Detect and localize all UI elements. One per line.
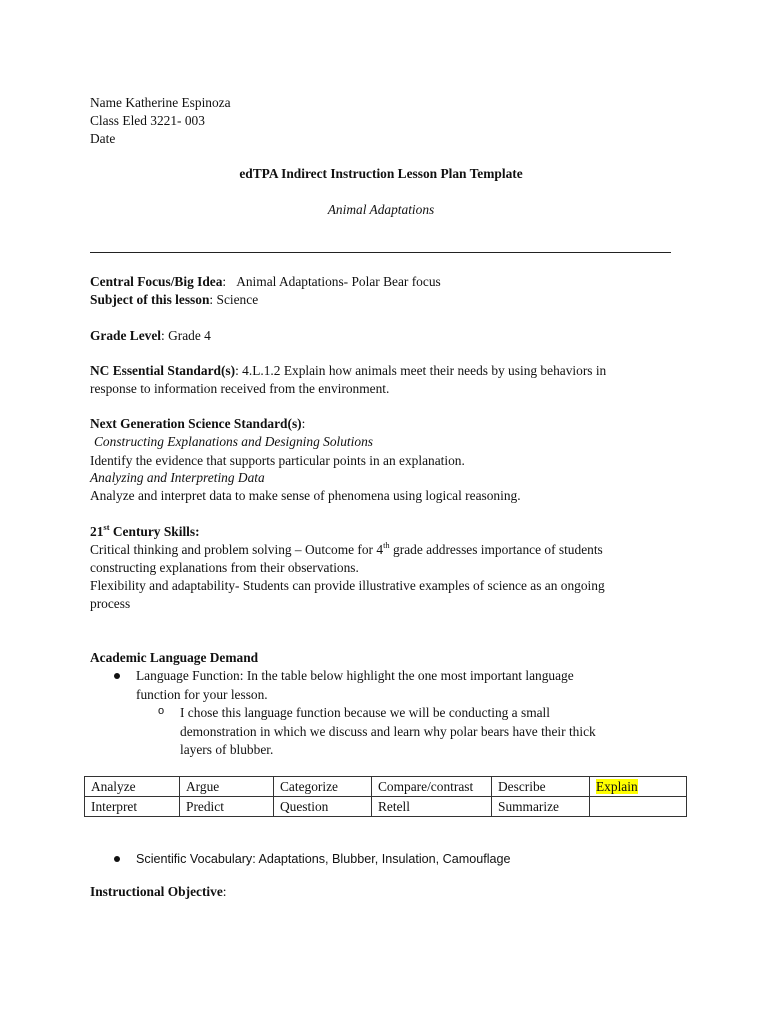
table-cell: Argue (180, 777, 274, 797)
table-cell: Predict (180, 797, 274, 817)
document-subtitle: Animal Adaptations (327, 202, 435, 217)
subject-line: Subject of this lesson: Science (90, 292, 259, 307)
grade-value: Grade 4 (168, 328, 211, 343)
name-value: Katherine Espinoza (125, 95, 231, 110)
central-focus-line: Central Focus/Big Idea: Animal Adaptations- Polar Bear focus (90, 274, 441, 289)
subject-value: Science (216, 292, 259, 307)
class-line (90, 112, 205, 130)
nc-standard-text1: 4.L.1.2 Explain how animals meet their needs by using behaviors in (242, 363, 607, 378)
ngss-item2-heading: Analyzing and Interpreting Data (90, 470, 265, 485)
class-value: Eled 3221- 003 (122, 113, 205, 128)
highlighted-function: Explain (596, 779, 638, 794)
century-skills-line1-sup: th (383, 539, 390, 550)
table-row (85, 797, 687, 817)
nc-standard-label: NC Essential Standard(s) (90, 363, 236, 378)
document-title: edTPA Indirect Instruction Lesson Plan Template (239, 166, 523, 181)
central-focus-value: Animal Adaptations- Polar Bear focus (236, 274, 441, 289)
table-cell: Analyze (85, 777, 180, 797)
ngss-item2-text: Analyze and interpret data to make sense of phenomena using logical reasoning. (90, 488, 521, 503)
subject-label: Subject of this lesson (90, 292, 210, 307)
academic-language-heading: Academic Language Demand (90, 650, 259, 665)
nc-standard-text2: response to information received from the environment. (90, 381, 390, 396)
scientific-vocabulary: Scientific Vocabulary: Adaptations, Blubber, Insulation, Camouflage (136, 852, 511, 866)
ngss-item1-heading: Constructing Explanations and Designing Solutions (94, 434, 373, 449)
class-label: Class (90, 113, 120, 128)
date-line (90, 130, 115, 148)
century-skills-sup: st (103, 521, 110, 532)
century-skills-heading (90, 523, 200, 541)
ngss-item1-text: Identify the evidence that supports particular points in an explanation. (90, 453, 465, 468)
table-cell: Compare/contrast (372, 777, 492, 797)
bullet-icon (114, 856, 120, 862)
bullet-icon (114, 673, 120, 679)
sub-bullet-icon: o (158, 705, 165, 717)
table-row (85, 777, 687, 797)
century-skills-num: 21 (90, 524, 104, 539)
ngss-heading: Next Generation Science Standard(s): (90, 416, 306, 431)
table-cell: Interpret (85, 797, 180, 817)
language-function-table (84, 776, 687, 817)
grade-line: Grade Level: Grade 4 (90, 328, 211, 343)
ngss-label: Next Generation Science Standard(s) (90, 416, 302, 431)
table-cell: Question (274, 797, 372, 817)
table-cell-highlighted (590, 777, 687, 797)
nc-standard-line1: NC Essential Standard(s): 4.L.1.2 Explain how animals meet their needs by using behaviors in (90, 363, 607, 378)
table-cell: Categorize (274, 777, 372, 797)
table-cell (590, 797, 687, 817)
century-skills-line3: Flexibility and adaptability- Students can provide illustrative examples of science as an ongoing (90, 578, 605, 593)
date-label: Date (90, 131, 116, 146)
rationale-line2: demonstration in which we discuss and learn why polar bears have their thick (180, 724, 596, 739)
name-line (90, 94, 231, 112)
table-cell: Describe (492, 777, 590, 797)
rationale-line3: layers of blubber. (180, 742, 274, 757)
horizontal-rule (90, 252, 671, 253)
table-cell: Summarize (492, 797, 590, 817)
table-cell: Retell (372, 797, 492, 817)
century-skills-line1-b: grade addresses importance of students (393, 542, 603, 557)
grade-label: Grade Level (90, 328, 162, 343)
century-skills-line2: constructing explanations from their observations. (90, 560, 359, 575)
language-function-line2: function for your lesson. (136, 687, 268, 702)
century-skills-line1-a: Critical thinking and problem solving – Outcome for 4 (90, 542, 384, 557)
name-label: Name (90, 95, 122, 110)
century-skills-label: Century Skills: (112, 524, 200, 539)
century-skills-line4: process (90, 596, 131, 611)
instructional-objective-label: Instructional Objective (90, 884, 223, 899)
century-skills-line1 (90, 541, 603, 559)
central-focus-label: Central Focus/Big Idea (90, 274, 223, 289)
rationale-line1: I chose this language function because we will be conducting a small (180, 705, 550, 720)
instructional-objective-line: Instructional Objective: (90, 884, 227, 899)
language-function-line1: Language Function: In the table below highlight the one most important language (136, 668, 574, 683)
